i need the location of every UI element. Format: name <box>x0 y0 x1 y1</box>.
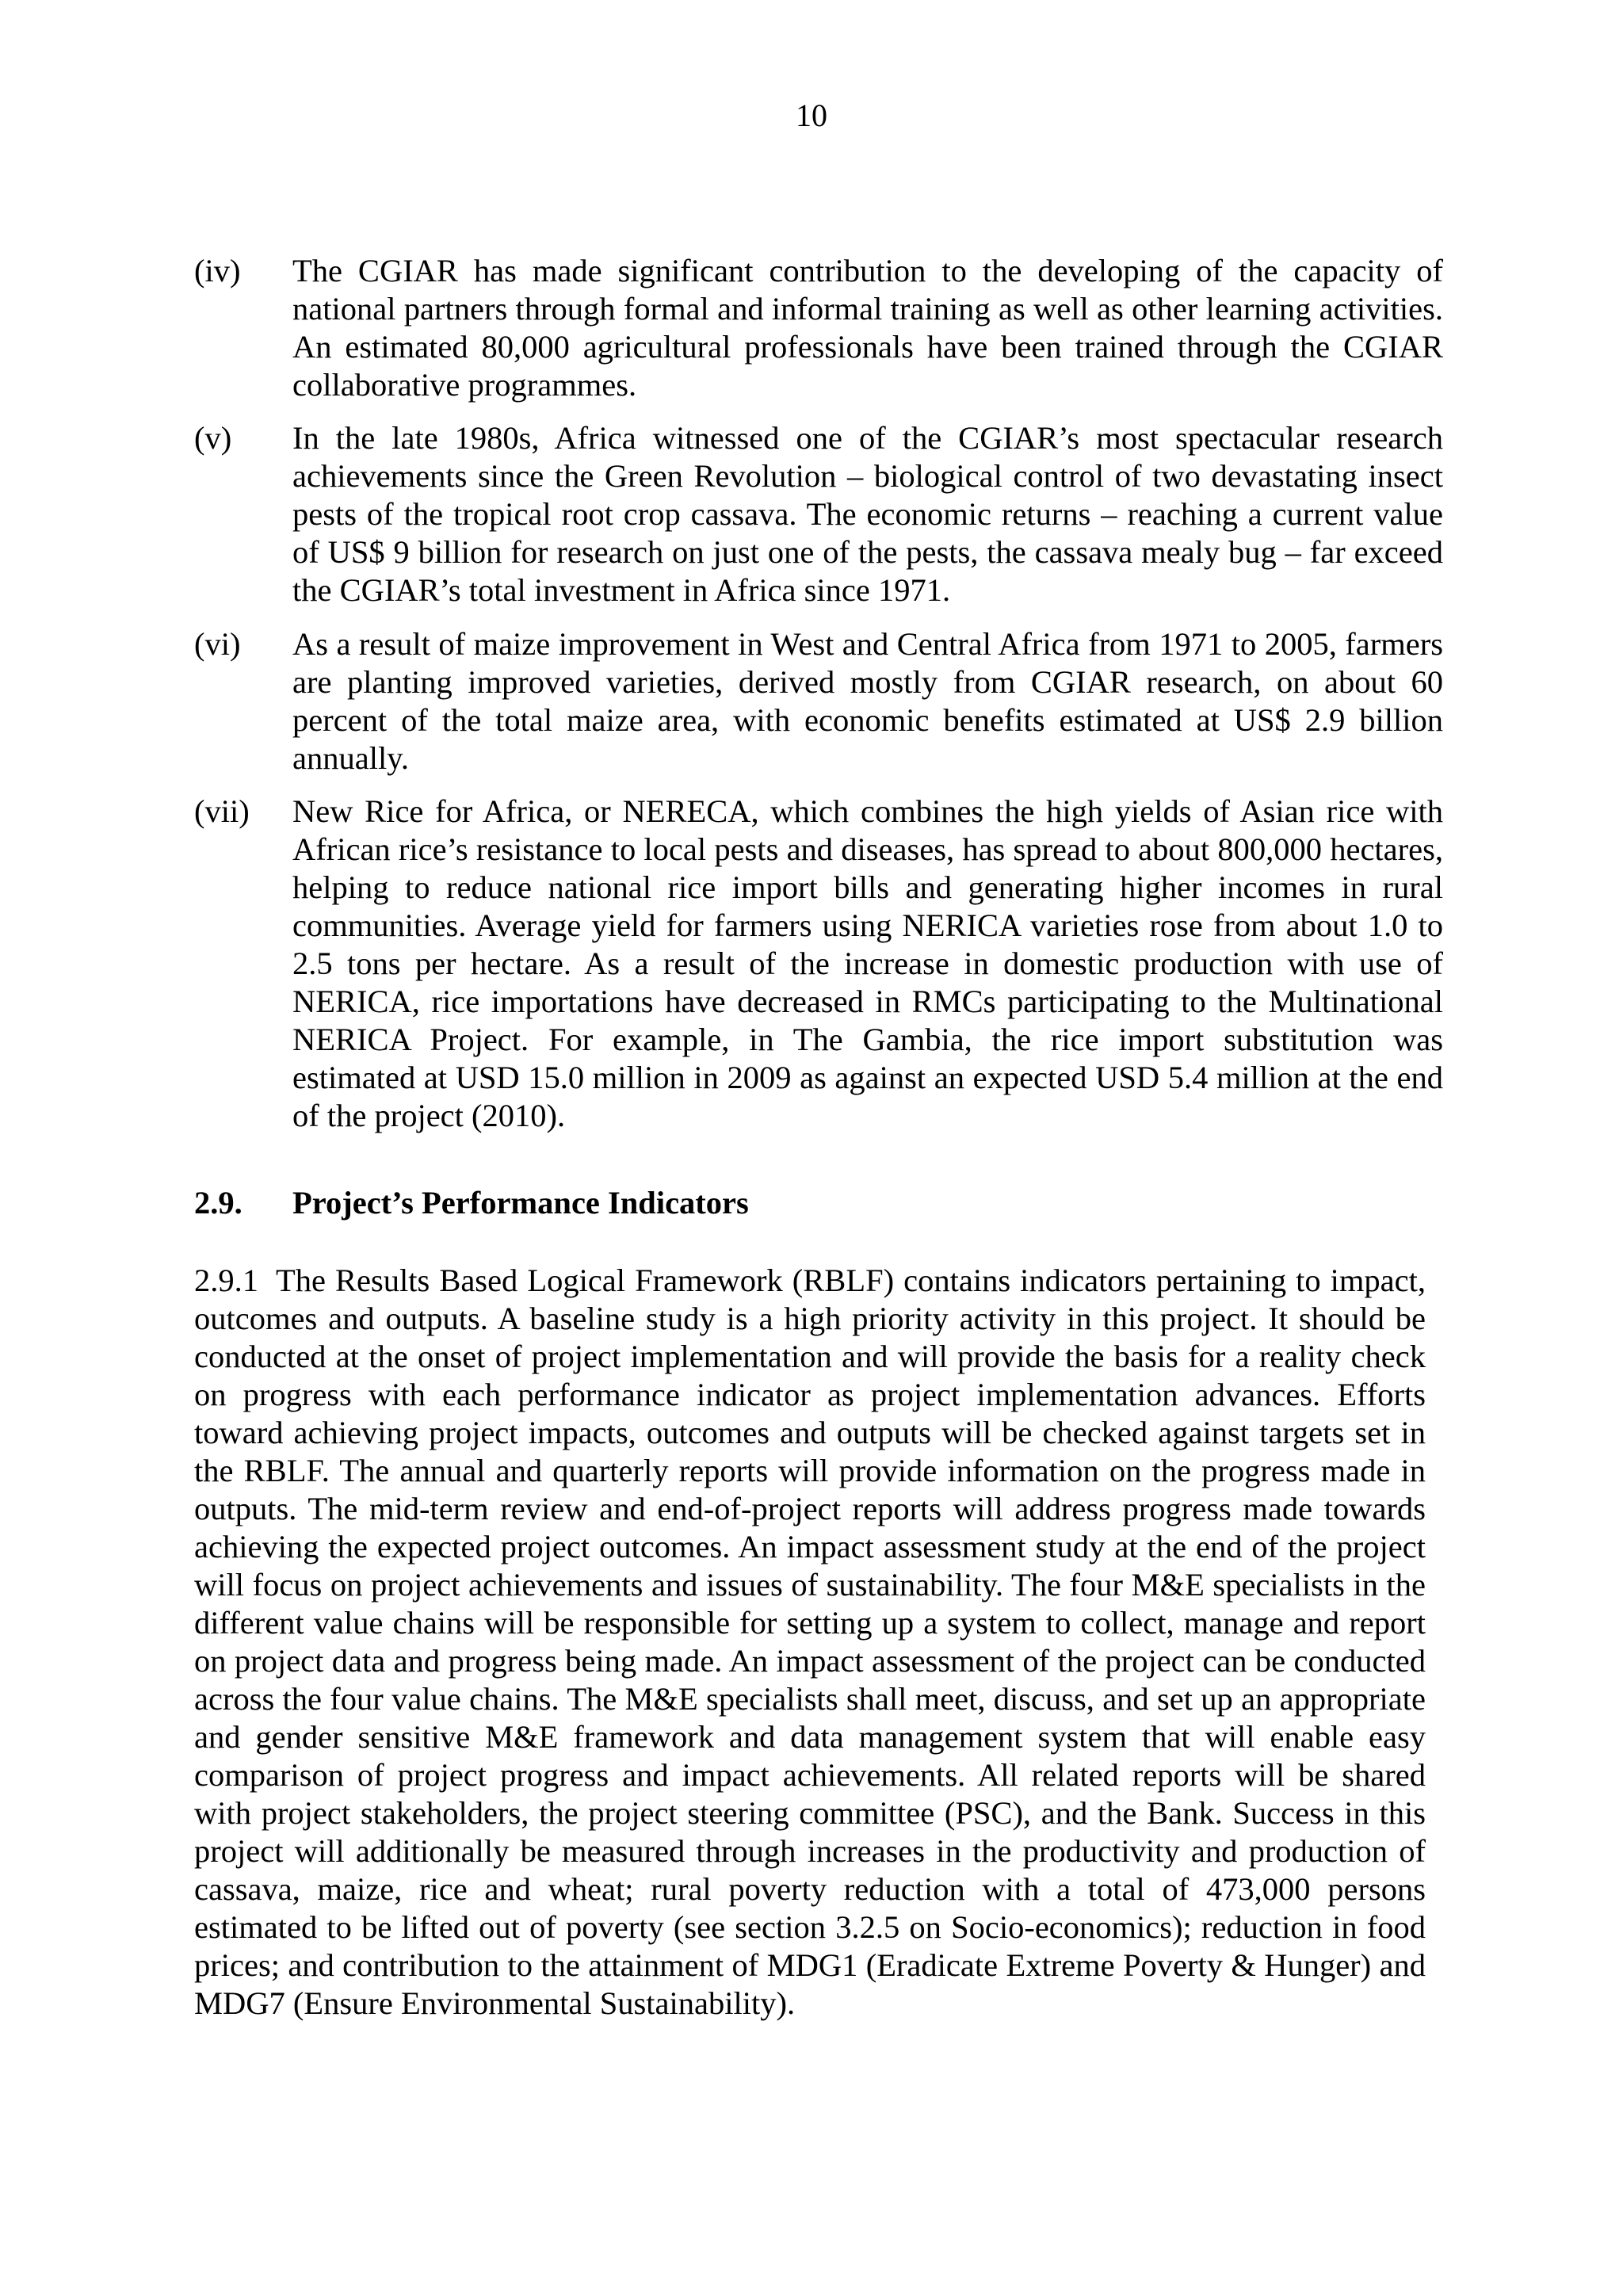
list-text: The CGIAR has made significant contribution to the developing of the capacity of national partners through formal and informal training as well as other learning activities. An estimated 80,000 agricultural professionals have been trained through the CGIAR collaborative programmes. <box>292 253 1443 403</box>
list-marker: (vi) <box>194 626 241 662</box>
list-text: New Rice for Africa, or NERECA, which combines the high yields of Asian rice with African rice’s resistance to local pests and diseases, has spread to about 800,000 hectares, helping to reduce national rice import bills and generating higher incomes in rural communities. Average yield for farmers using NERICA varieties rose from about 1.0 to 2.5 tons per hectare. As a result of the increase in domestic production with use of NERICA, rice importations have decreased in RMCs participating to the Multinational NERICA Project. For example, in The Gambia, the rice import substitution was estimated at USD 15.0 million in 2009 as against an expected USD 5.4 million at the end of the project (2010). <box>292 793 1443 1133</box>
paragraph-number: 2.9.1 <box>194 1263 258 1298</box>
list-marker: (iv) <box>194 253 241 288</box>
paragraph-text: The Results Based Logical Framework (RBLF) contains indicators pertaining to impact, outcomes and outputs. A baseline study is a high priority activity in this project. It should be conducted at the onset of project implementation and will provide the basis for a reality check on progress with each performance indicator as project implementation advances. Efforts toward achieving project impacts, outcomes and outputs will be checked against targets set in the RBLF. The annual and quarterly reports will provide information on the progress made in outputs. The mid-term review and end-of-project reports will address progress made towards achieving the expected project outcomes. An impact assessment study at the end of the project will focus on project achievements and issues of sustainability. The four M&E specialists in the different value chains will be responsible for setting up a system to collect, manage and report on project data and progress being made. An impact assessment of the project can be conducted across the four value chains. The M&E specialists shall meet, discuss, and set up an appropriate and gender sensitive M&E framework and data management system that will enable easy comparison of project progress and impact achievements. All related reports will be shared with project stakeholders, the project steering committee (PSC), and the Bank. Success in this project will additionally be measured through increases in the productivity and production of cassava, maize, rice and wheat; rural poverty reduction with a total of 473,000 persons estimated to be lifted out of poverty (see section 3.2.5 on Socio-economics); reduction in food prices; and contribution to the attainment of MDG1 (Eradicate Extreme Poverty & Hunger) and MDG7 (Ensure Environmental Sustainability). <box>194 1263 1426 2021</box>
list-marker: (vii) <box>194 793 250 829</box>
list-text: In the late 1980s, Africa witnessed one of the CGIAR’s most spectacular research achievements since the Green Revolution – biological control of two devastating insect pests of the tropical root crop cassava. The economic returns – reaching a current value of US$ 9 billion for research on just one of the pests, the cassava mealy bug – far exceed the CGIAR’s total investment in Africa since 1971. <box>292 420 1443 608</box>
section-title: Project’s Performance Indicators <box>292 1185 749 1221</box>
section-number: 2.9. <box>194 1185 242 1221</box>
list-marker: (v) <box>194 420 232 456</box>
page-number: 10 <box>796 97 827 133</box>
list-text: As a result of maize improvement in West and Central Africa from 1971 to 2005, farmers are planting improved varieties, derived mostly from CGIAR research, on about 60 percent of the total maize area, with economic benefits estimated at US$ 2.9 billion annually. <box>292 626 1443 776</box>
body-paragraph <box>194 1262 1426 2023</box>
